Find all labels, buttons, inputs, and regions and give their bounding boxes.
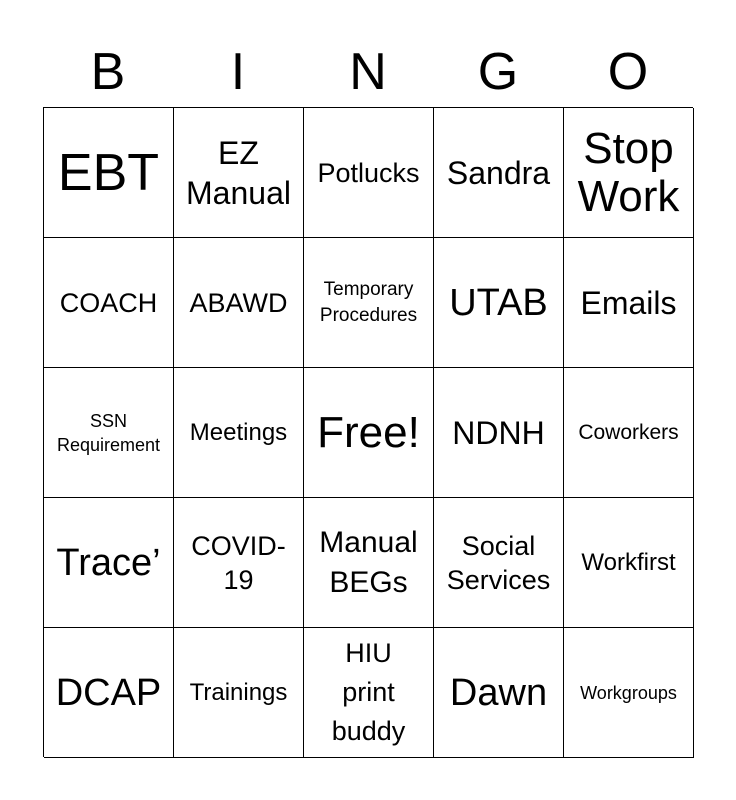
header-letter-o: O (607, 43, 649, 101)
cell-text: COVID-19 (191, 530, 286, 595)
bingo-cell[interactable] (174, 628, 304, 758)
bingo-cell[interactable] (304, 108, 434, 238)
bingo-cell[interactable] (174, 368, 304, 498)
bingo-cell[interactable] (44, 238, 174, 368)
cell-text: HIU print buddy (331, 638, 406, 746)
header-letter-n: N (349, 43, 387, 101)
free-space-text: Free! (317, 407, 420, 457)
cell-text: EBT (57, 143, 160, 202)
cell-text: ABAWD (189, 287, 288, 318)
bingo-cell[interactable] (564, 108, 694, 238)
cell-text: SSN Requirement (56, 410, 161, 455)
cell-text: Temporary Procedures (319, 278, 418, 326)
bingo-cell[interactable] (174, 238, 304, 368)
bingo-cell[interactable] (304, 498, 434, 628)
header-letter-b: B (90, 43, 126, 101)
cell-text: Emails (580, 284, 677, 321)
cell-text: Trace’ (56, 541, 161, 584)
cell-text: Workgroups (580, 682, 677, 703)
cell-text: Sandra (446, 154, 551, 191)
bingo-cell[interactable] (44, 108, 174, 238)
bingo-cell[interactable] (304, 628, 434, 758)
bingo-cell[interactable] (44, 628, 174, 758)
bingo-cell[interactable] (434, 628, 564, 758)
cell-text: Potlucks (317, 157, 420, 188)
bingo-cell[interactable] (434, 498, 564, 628)
cell-text: UTAB (449, 281, 548, 324)
cell-text: COACH (59, 287, 158, 318)
bingo-cell[interactable] (44, 498, 174, 628)
cell-text: DCAP (55, 671, 162, 714)
cell-text: Stop Work (577, 123, 680, 221)
cell-text: Workfirst (581, 548, 676, 576)
bingo-cell[interactable] (434, 108, 564, 238)
cell-text: Trainings (189, 678, 288, 706)
cell-text: Dawn (449, 671, 548, 714)
header-letter-i: I (230, 43, 246, 101)
free-space-cell[interactable] (304, 368, 434, 498)
bingo-cell[interactable] (564, 368, 694, 498)
cell-text: Meetings (189, 418, 288, 446)
bingo-cell[interactable] (174, 498, 304, 628)
bingo-cell[interactable] (564, 498, 694, 628)
bingo-cell[interactable] (434, 368, 564, 498)
bingo-board (43, 107, 693, 757)
cell-text: NDNH (452, 414, 545, 451)
bingo-cell[interactable] (564, 238, 694, 368)
cell-text: Social Services (446, 530, 551, 595)
cell-text: Manual BEGs (319, 525, 418, 599)
bingo-header (43, 38, 693, 106)
bingo-cell[interactable] (564, 628, 694, 758)
cell-text: EZ Manual (186, 134, 291, 211)
header-letter-g: G (477, 43, 519, 101)
bingo-cell[interactable] (174, 108, 304, 238)
cell-text: Coworkers (578, 420, 679, 444)
bingo-cell[interactable] (304, 238, 434, 368)
bingo-cell[interactable] (44, 368, 174, 498)
bingo-cell[interactable] (434, 238, 564, 368)
